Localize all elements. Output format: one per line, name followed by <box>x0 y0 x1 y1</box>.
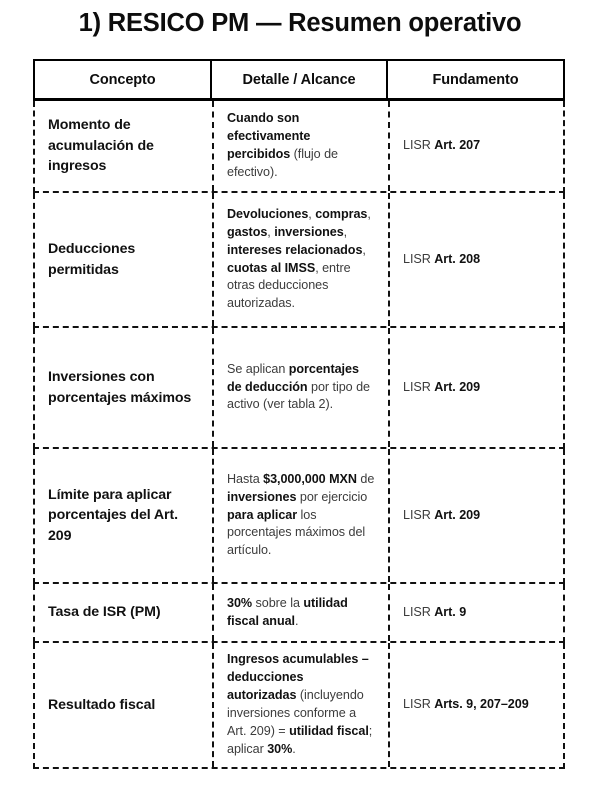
table-row <box>33 101 565 193</box>
concepto-text: Límite para aplicar porcentajes del Art. 209 <box>48 486 178 544</box>
detalle-text: Hasta $3,000,000 MXN de inversiones por ejercicio para aplicar los porcentajes máximos del artículo. <box>227 471 375 558</box>
concepto-text: Momento de acumulación de ingresos <box>48 117 154 175</box>
concepto-text: Tasa de ISR (PM) <box>48 604 161 621</box>
concepto-text: Resultado fiscal <box>48 696 156 713</box>
cell-concepto <box>35 449 214 582</box>
fundamento-text: LISR Art. 209 <box>403 507 481 522</box>
fundamento-text: LISR Art. 208 <box>403 251 481 266</box>
detalle-text: Devoluciones, compras, gastos, inversiones, intereses relacionados, cuotas al IMSS, entre otras deducciones autorizadas. <box>227 206 371 311</box>
column-header-detalle-alcance: Detalle / Alcance <box>212 61 388 98</box>
cell-concepto <box>35 643 214 767</box>
cell-detalle <box>214 449 390 582</box>
cell-fundamento <box>390 193 563 326</box>
detalle-text: 30% sobre la utilidad fiscal anual. <box>227 595 348 628</box>
table-row <box>33 584 565 643</box>
cell-concepto <box>35 101 214 191</box>
column-header-fundamento: Fundamento <box>432 71 519 88</box>
cell-fundamento <box>390 328 563 447</box>
fundamento-text: LISR Arts. 9, 207–209 <box>403 697 529 712</box>
cell-concepto <box>35 328 214 447</box>
table-row <box>33 193 565 328</box>
table-row <box>33 449 565 584</box>
cell-fundamento <box>390 584 563 641</box>
cell-fundamento <box>390 643 563 767</box>
cell-detalle <box>214 584 390 641</box>
cell-concepto <box>35 584 214 641</box>
concepto-text: Inversiones con porcentajes máximos <box>48 368 192 406</box>
page-title: 1) RESICO PM — Resumen operativo <box>78 9 522 37</box>
fundamento-text: LISR Art. 209 <box>403 379 481 394</box>
resico-pm-summary-table <box>33 59 565 769</box>
cell-fundamento <box>390 449 563 582</box>
detalle-text: Cuando son efectivamente percibidos (flujo de efectivo). <box>227 111 338 179</box>
cell-detalle <box>214 193 390 326</box>
fundamento-text: LISR Art. 207 <box>403 138 481 153</box>
column-header-concepto: Concepto <box>35 61 212 98</box>
cell-concepto <box>35 193 214 326</box>
fundamento-text: LISR Art. 9 <box>403 604 467 619</box>
cell-detalle <box>214 101 390 191</box>
detalle-text: Ingresos acumulables – deducciones autorizadas (incluyendo inversiones conforme a Art. 209) = utilidad fiscal; aplicar 30%. <box>227 652 373 756</box>
cell-fundamento <box>390 101 563 191</box>
cell-detalle <box>214 328 390 447</box>
detalle-text: Se aplican porcentajes de deducción por tipo de activo (ver tabla 2). <box>227 361 370 412</box>
cell-detalle <box>214 643 390 767</box>
table-header-row <box>33 59 565 101</box>
concepto-text: Deducciones permitidas <box>48 240 136 278</box>
table-row <box>33 643 565 769</box>
table-row <box>33 328 565 449</box>
